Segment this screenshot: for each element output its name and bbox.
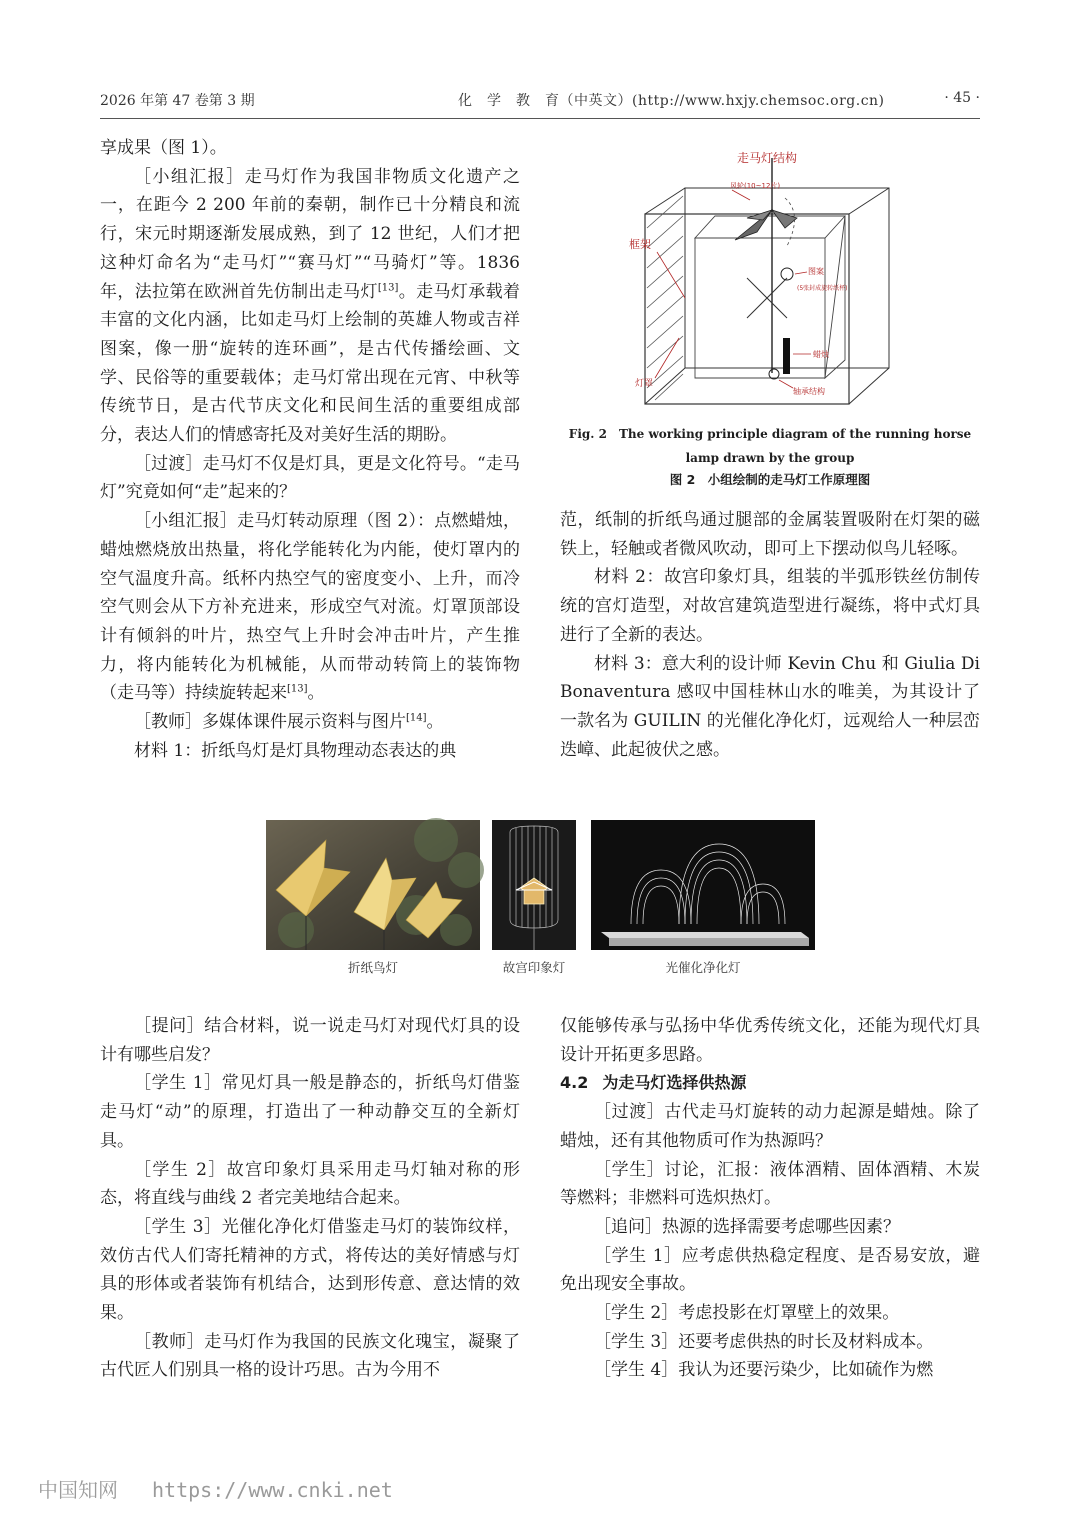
paragraph-student-2: ［学生 2］考虑投影在灯罩壁上的效果。	[594, 1303, 900, 1324]
paragraph-student-3: ［学生 3］光催化净化灯借鉴走马灯的装饰纹样，效仿古代人们寄托精神的方式，将传达的美好情感与灯具的形体或者装饰有机结合，达到形传意、意达情的效果。	[100, 1216, 520, 1324]
header-rule	[100, 118, 980, 119]
paragraph-continued: 仅能够传承与弘扬中华优秀传统文化，还能为现代灯具设计开拓更多思路。	[560, 1016, 980, 1065]
section-heading	[560, 1069, 980, 1098]
cnki-url[interactable]: https://www.cnki.net	[152, 1478, 393, 1502]
paragraph-student-4: ［学生 4］我认为还要污染少，比如硫作为燃	[594, 1360, 934, 1381]
figure-caption-cn: 图 2 小组绘制的走马灯工作原理图	[669, 472, 871, 487]
citation-14[interactable]: [14]	[406, 712, 427, 724]
label-pattern: 图案	[808, 267, 824, 276]
paragraph-teacher: ［教师］走马灯作为我国的民族文化瑰宝，凝聚了古代匠人们别具一格的设计巧思。古为今用不	[100, 1331, 520, 1381]
paragraph-student-3: ［学生 3］还要考虑供热的时长及材料成本。	[594, 1331, 934, 1352]
citation-13[interactable]: [13]	[377, 281, 399, 293]
section-title: 为走马灯选择供热源	[602, 1073, 747, 1093]
label-fan: 风轮(10~12片)	[730, 182, 781, 190]
cnki-watermark	[38, 1474, 393, 1503]
paragraph-followup: ［追问］热源的选择需要考虑哪些因素？	[594, 1216, 900, 1237]
label-shade: 灯罩	[635, 379, 654, 389]
paragraph-continued: 范，纸制的折纸鸟通过腿部的金属装置吸附在灯架的磁铁上，轻触或者微风吹动，即可上下摆动似鸟儿轻啄。	[560, 510, 980, 559]
label-frame: 框架	[629, 238, 651, 251]
paragraph-teacher: ［教师］多媒体课件展示资料与图片[14]。	[134, 712, 444, 733]
palace-impression-lamp-photo	[492, 820, 576, 950]
paragraph-question: ［提问］结合材料，说一说走马灯对现代灯具的设计有哪些启发？	[100, 1016, 520, 1065]
paragraph: 享成果（图 1）。	[100, 138, 227, 158]
left-column-bottom	[100, 1012, 520, 1385]
paragraph-material-3: 材料 3：意大利的设计师 Kevin Chu 和 Giulia Di Bonaventura 感叹中国桂林山水的唯美，为其设计了一款名为 GUILIN 的光催化净化灯，远观给人一种层峦迭嶂、此起彼伏之感。	[560, 653, 980, 760]
paragraph-group-report-2: ［小组汇报］走马灯转动原理（图 2）：点燃蜡烛，蜡烛燃烧放出热量，将化学能转化为内能，使灯罩内的空气温度升高。纸杯内热空气的密度变小、上升，而冷空气则会从下方补充进来，形成空气对流。灯罩顶部设计有倾斜的叶片，热空气上升时会冲击叶片，产生推力，将内能转化为机械能，从而带动转筒上的装饰物（走马等）持续旋转起来[13]。	[100, 511, 520, 704]
page-number: · 45 ·	[944, 90, 980, 106]
paragraph-material-1: 材料 1：折纸鸟灯是灯具物理动态表达的典	[134, 740, 457, 761]
left-column-top	[100, 134, 520, 765]
cnki-name: 中国知网	[38, 1478, 118, 1502]
lamp-structure-diagram	[629, 148, 905, 410]
photo-caption: 故宫印象灯	[502, 960, 566, 975]
label-pattern-note: (5张封成旋转纸杯)	[797, 285, 848, 292]
citation-13[interactable]: [13]	[287, 683, 308, 695]
figure-caption-en: Fig. 2 The working principle diagram of the running horse lamp drawn by the group	[568, 427, 972, 465]
running-header	[100, 88, 980, 116]
paragraph-student-1: ［学生 1］常见灯具一般是静态的，折纸鸟灯借鉴走马灯“动”的原理，打造出了一种动静交互的全新灯具。	[100, 1073, 520, 1151]
photocatalytic-purifier-lamp-photo	[591, 820, 815, 950]
paragraph-group-report-1: ［小组汇报］走马灯作为我国非物质文化遗产之一，在距今 2 200 年前的秦朝，制作已十分精良和流行，宋元时期逐渐发展成熟，到了 12 世纪，人们才把这种灯命名为“走马灯”“赛马灯”“马骑灯”等。1836 年，法拉第在欧洲首先仿制出走马灯[13]。走马灯承载着丰富的文化内涵，比如走马灯上绘制的英雄人物或吉祥图案，像一册“旋转的连环画”，是古代传播绘画、文学、民俗等的重要载体；走马灯常出现在元宵、中秋等传统节日，是古代节庆文化和民间生活的重要组成部分，表达人们的情感寄托及对美好生活的期盼。	[100, 166, 520, 446]
right-column-top	[560, 506, 980, 764]
origami-bird-lamp-photo	[266, 820, 480, 950]
right-column-bottom	[560, 1012, 980, 1385]
paragraph-material-2: 材料 2：故宫印象灯具，组装的半弧形铁丝仿制传统的宫灯造型，对故宫建筑造型进行凝练，将中式灯具进行了全新的表达。	[560, 567, 980, 645]
issue-info: 2026 年第 47 卷第 3 期	[100, 93, 255, 109]
section-number: 4.2	[560, 1073, 589, 1093]
paragraph-student-1: ［学生 1］应考虑供热稳定程度、是否易安放，避免出现安全事故。	[560, 1245, 980, 1295]
paragraph-student: ［学生］讨论，汇报：液体酒精、固体酒精、木炭等燃料；非燃料可选炽热灯。	[560, 1159, 980, 1209]
label-candle: 蜡烛	[813, 350, 829, 359]
photo-caption: 折纸鸟灯	[347, 960, 398, 975]
figure-2	[560, 148, 980, 493]
label-title: 走马灯结构	[737, 151, 798, 165]
figure-1-photos	[266, 820, 816, 980]
photo-caption: 光催化净化灯	[665, 960, 741, 975]
paragraph-student-2: ［学生 2］故宫印象灯具采用走马灯轴对称的形态，将直线与曲线 2 者完美地结合起来。	[100, 1159, 520, 1209]
label-bearing: 轴承结构	[793, 387, 825, 396]
paragraph-transition: ［过渡］走马灯不仅是灯具，更是文化符号。“走马灯”究竟如何“走”起来的？	[100, 453, 520, 503]
journal-title: 化 学 教 育（中英文）(http://www.hxjy.chemsoc.org.cn)	[458, 93, 885, 109]
paragraph-transition: ［过渡］古代走马灯旋转的动力起源是蜡烛。除了蜡烛，还有其他物质可作为热源吗？	[560, 1102, 980, 1151]
